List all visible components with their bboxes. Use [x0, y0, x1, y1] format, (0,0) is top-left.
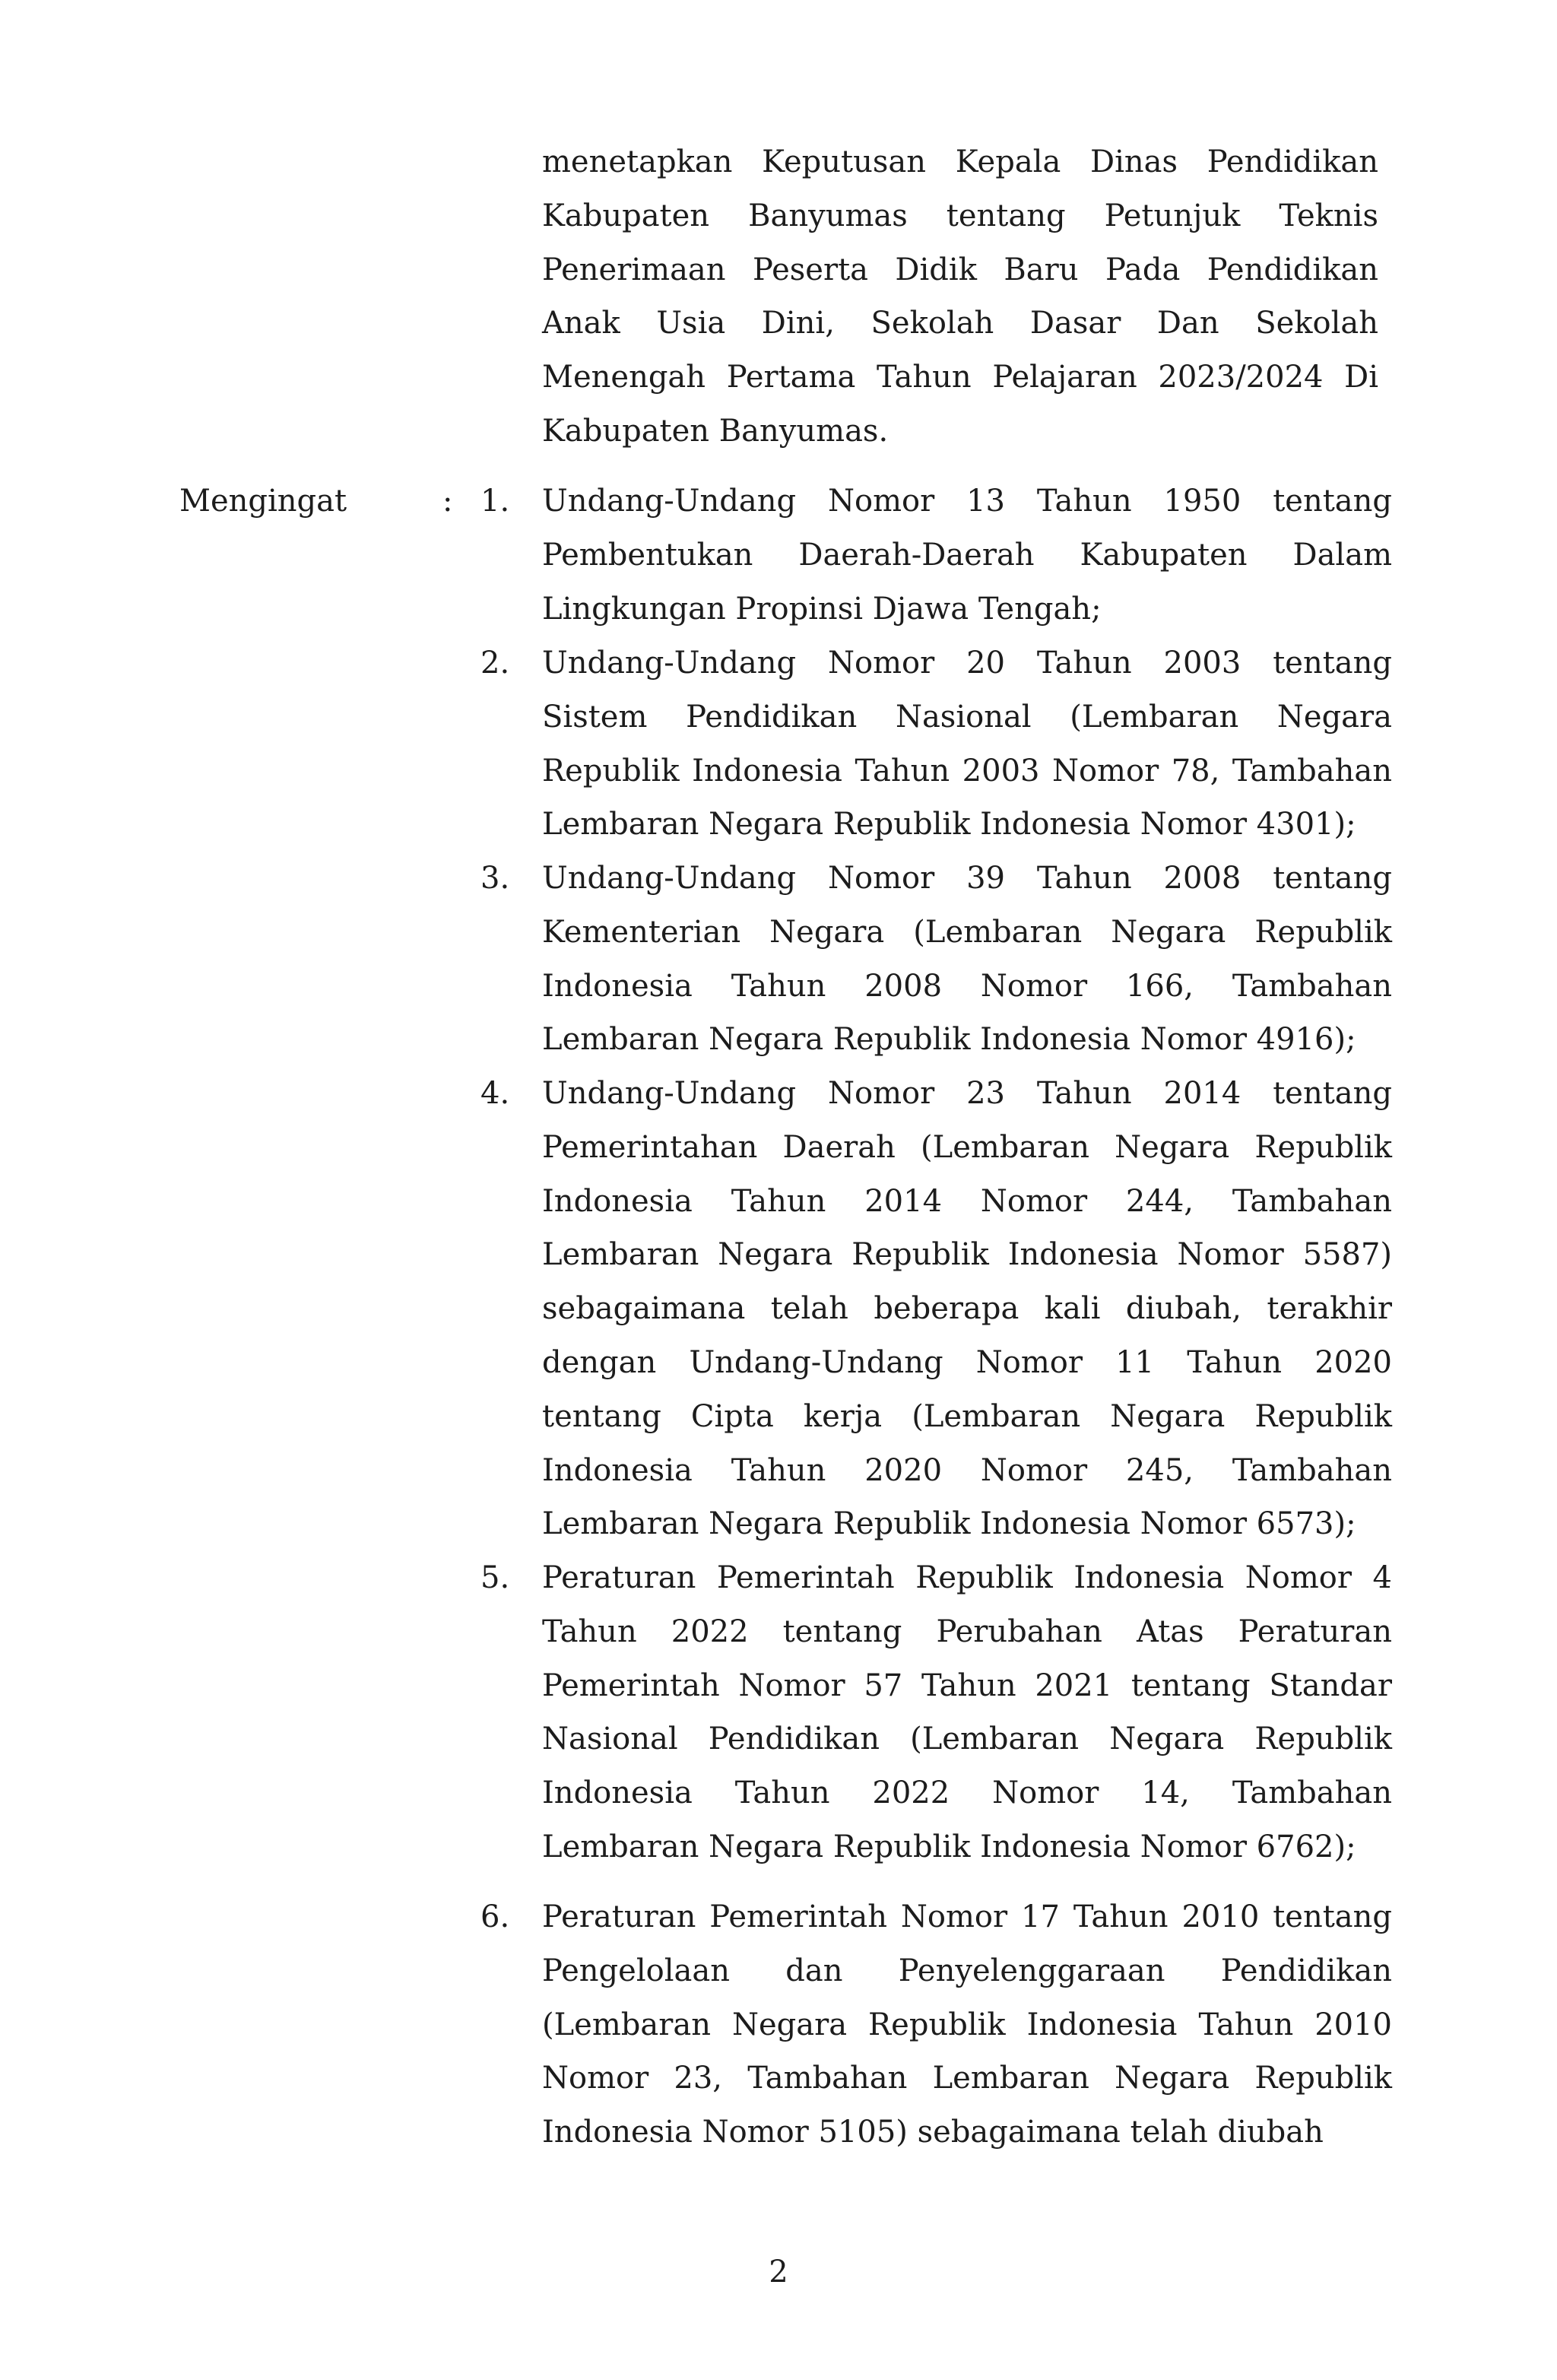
item-text: Undang-Undang Nomor 39 Tahun 2008 tentang Kementerian Negara (Lembaran Negara Republik Indonesia Tahun 2008 Nomor 166, Tambahan Lembaran Negara Republik Indonesia Nomor 4916); [542, 861, 1392, 1058]
item-number: 4. [480, 1076, 510, 1111]
item-number: 6. [480, 1899, 510, 1934]
item-number: 3. [480, 861, 510, 896]
item-text: Undang-Undang Nomor 13 Tahun 1950 tentang Pembentukan Daerah-Daerah Kabupaten Dalam Lingkungan Propinsi Djawa Tengah; [542, 484, 1392, 627]
mengingat-label: Mengingat [179, 484, 347, 519]
intro-paragraph: menetapkan Keputusan Kepala Dinas Pendidikan Kabupaten Banyumas tentang Petunjuk Teknis Penerimaan Peserta Didik Baru Pada Pendidikan Anak Usia Dini, Sekolah Dasar Dan Sekolah Menengah Pertama Tahun Pelajaran 2023/2024 Di Kabupaten Banyumas. [542, 144, 1378, 449]
item-text: Peraturan Pemerintah Republik Indonesia Nomor 4 Tahun 2022 tentang Perubahan Atas Peraturan Pemerintah Nomor 57 Tahun 2021 tentang Standar Nasional Pendidikan (Lembaran Negara Republik Indonesia Tahun 2022 Nomor 14, Tambahan Lembaran Negara Republik Indonesia Nomor 6762); [542, 1560, 1392, 1864]
item-text: Undang-Undang Nomor 20 Tahun 2003 tentang Sistem Pendidikan Nasional (Lembaran Negara Republik Indonesia Tahun 2003 Nomor 78, Tambahan Lembaran Negara Republik Indonesia Nomor 4301); [542, 646, 1392, 843]
item-number: 2. [480, 646, 510, 681]
item-text: Peraturan Pemerintah Nomor 17 Tahun 2010 tentang Pengelolaan dan Penyelenggaraan Pendidikan (Lembaran Negara Republik Indonesia Tahun 2010 Nomor 23, Tambahan Lembaran Negara Republik Indonesia Nomor 5105) sebagaimana telah diubah [542, 1899, 1392, 2150]
item-text: Undang-Undang Nomor 23 Tahun 2014 tentang Pemerintahan Daerah (Lembaran Negara Republik Indonesia Tahun 2014 Nomor 244, Tambahan Lembaran Negara Republik Indonesia Nomor 5587) sebagaimana telah beberapa kali diubah, terakhir dengan Undang-Undang Nomor 11 Tahun 2020 tentang Cipta kerja (Lembaran Negara Republik Indonesia Tahun 2020 Nomor 245, Tambahan Lembaran Negara Republik Indonesia Nomor 6573); [542, 1076, 1392, 1542]
mengingat-colon: : [442, 484, 453, 519]
page-number: 2 [769, 2255, 788, 2290]
item-number: 5. [480, 1560, 510, 1595]
item-number: 1. [480, 484, 510, 519]
